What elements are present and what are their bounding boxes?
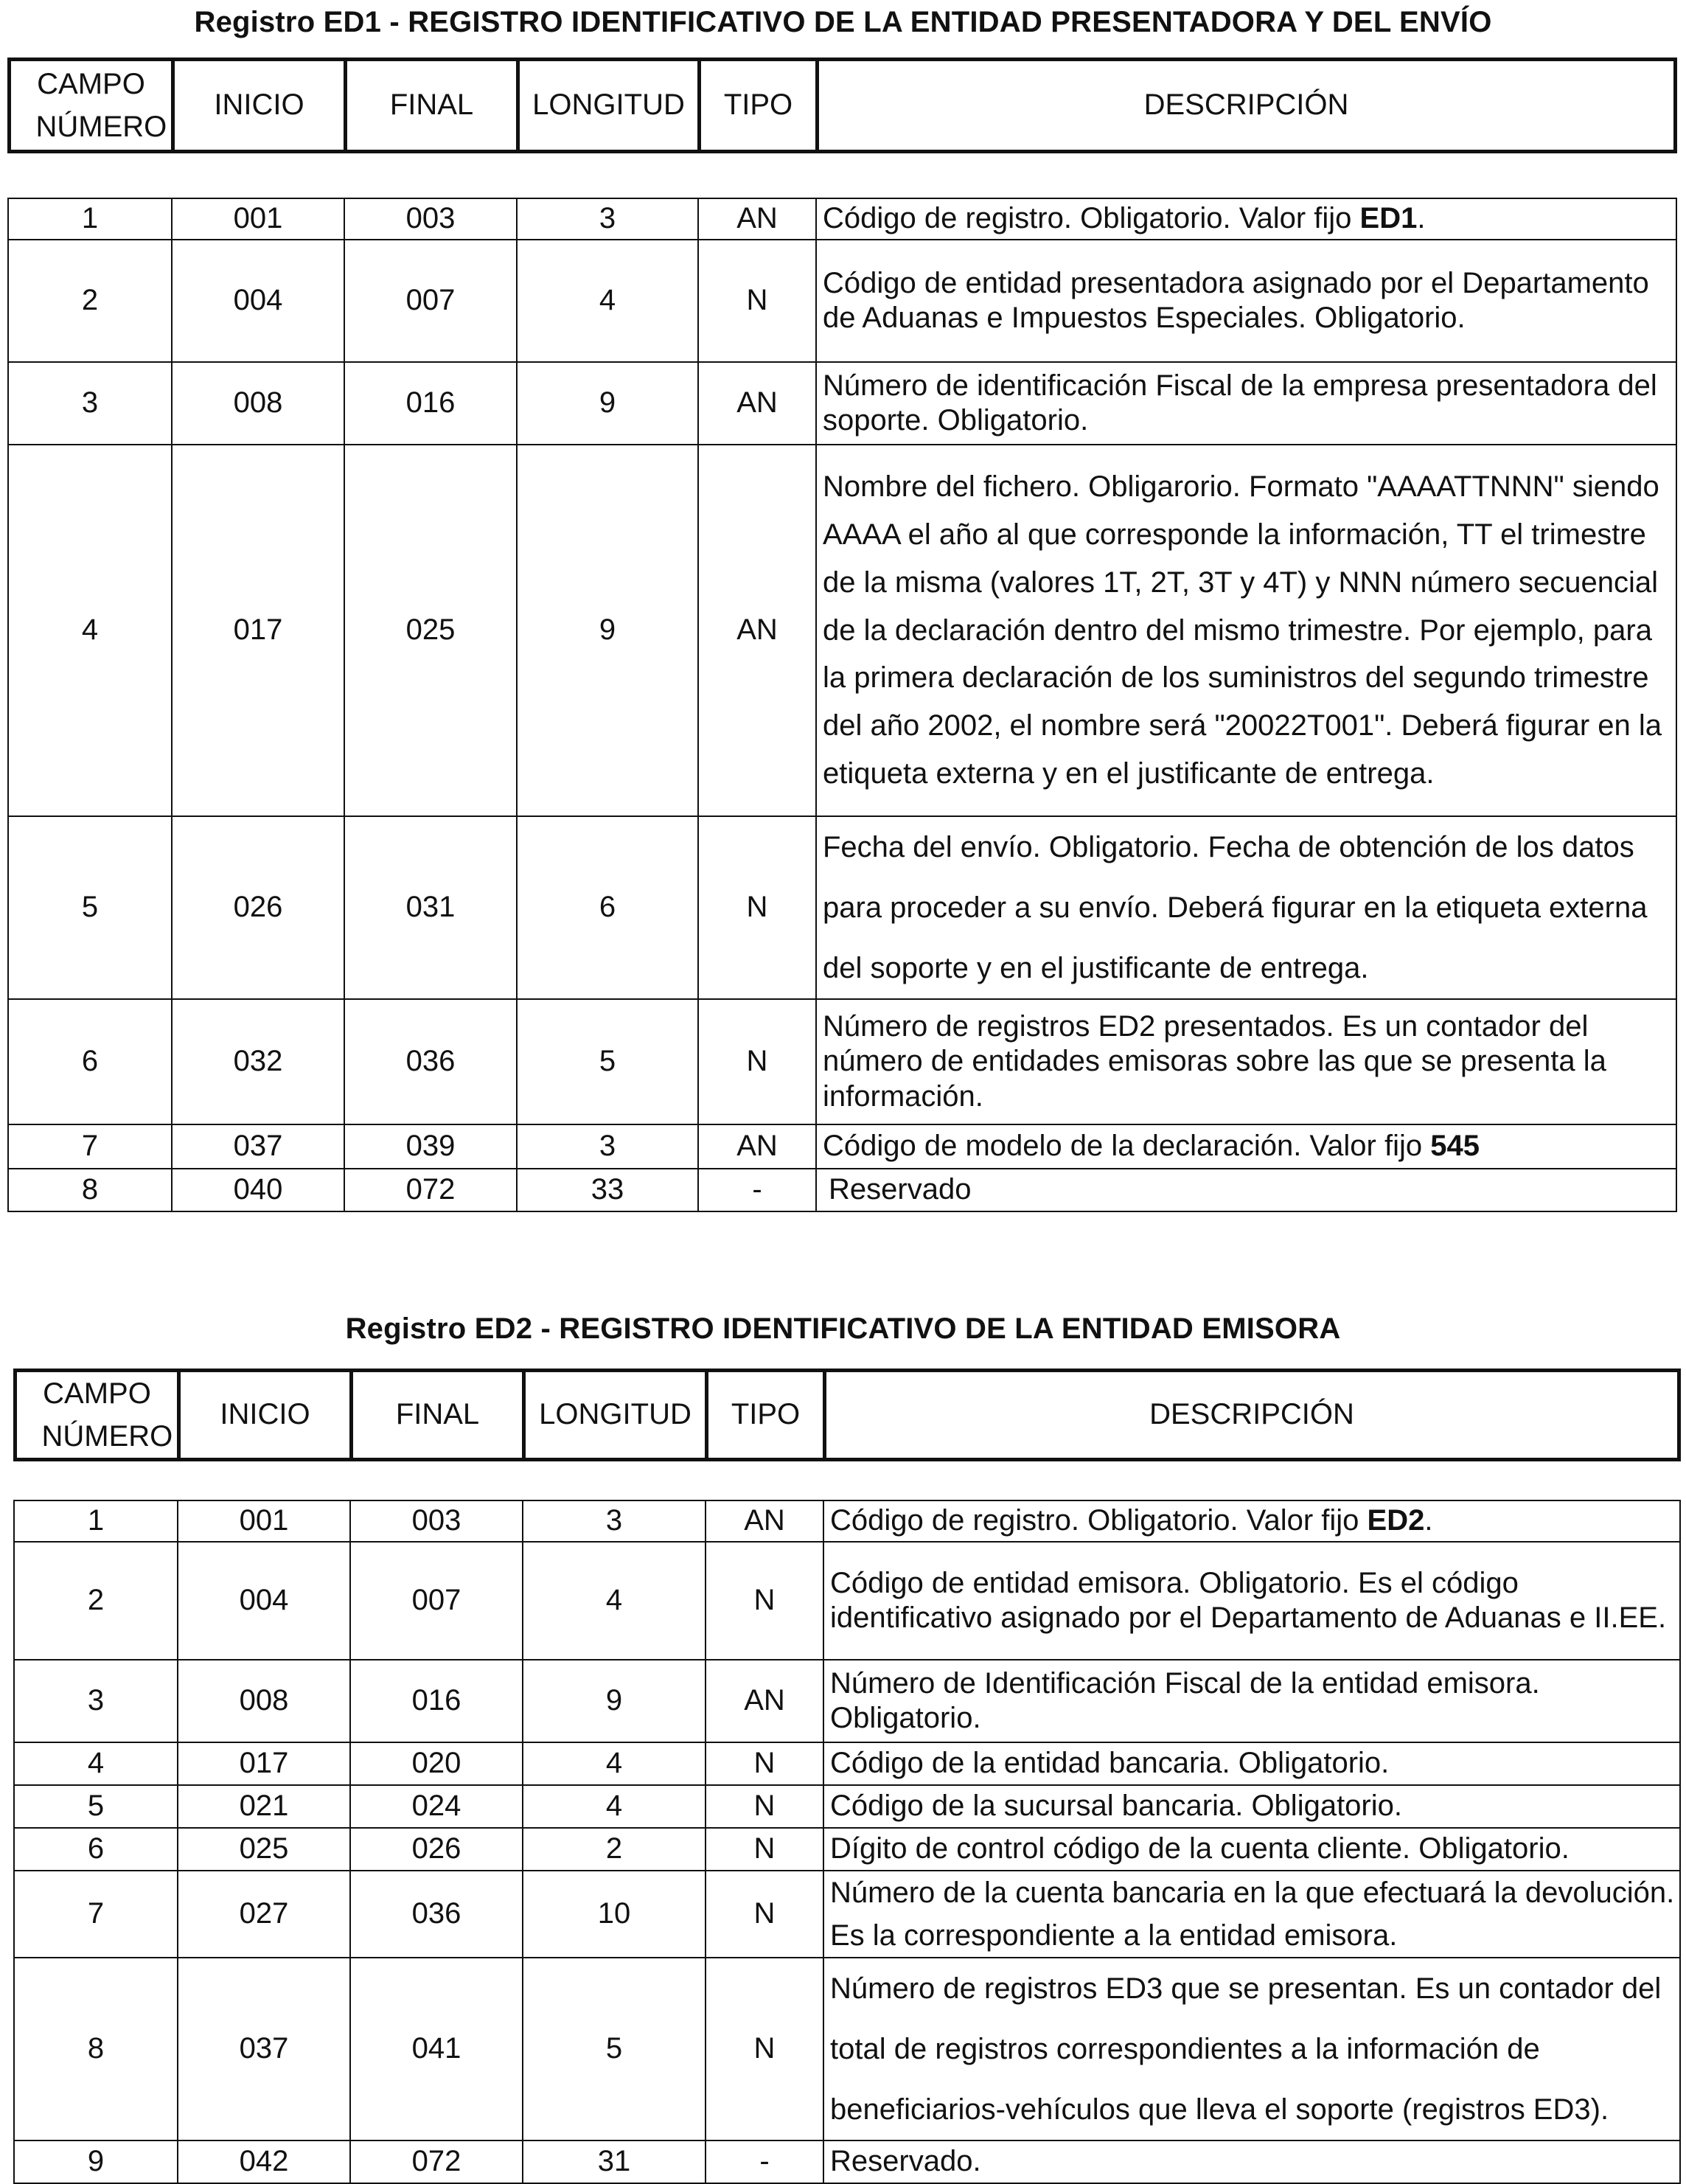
cell-tipo: N (698, 999, 816, 1124)
header-descripcion: DESCRIPCIÓN (818, 60, 1676, 152)
cell-descripcion: Número de registros ED2 presentados. Es un contador del número de entidades emisoras sobre las que se presenta la información. (816, 999, 1676, 1124)
cell-descripcion: Reservado (816, 1169, 1676, 1211)
cell-final: 007 (344, 240, 517, 362)
cell-campo: 4 (8, 445, 172, 816)
cell-inicio: 008 (172, 362, 344, 445)
cell-tipo: N (698, 816, 816, 999)
table-row (14, 1542, 1680, 1660)
cell-campo: 8 (8, 1169, 172, 1211)
cell-campo: 5 (14, 1785, 178, 1828)
cell-tipo: AN (698, 1124, 816, 1169)
cell-longitud: 4 (523, 1785, 706, 1828)
cell-inicio: 042 (178, 2140, 350, 2183)
cell-longitud: 31 (523, 2140, 706, 2183)
header-final: FINAL (346, 60, 518, 152)
fixed-value: 545 (1430, 1130, 1480, 1163)
cell-longitud: 3 (517, 1124, 698, 1169)
cell-final: 016 (344, 362, 517, 445)
cell-descripcion (816, 198, 1676, 240)
cell-longitud: 4 (523, 1742, 706, 1785)
cell-campo: 7 (14, 1871, 178, 1958)
cell-inicio: 026 (172, 816, 344, 999)
cell-final: 072 (344, 1169, 517, 1211)
section-title-ed2: Registro ED2 - REGISTRO IDENTIFICATIVO DE LA ENTIDAD EMISORA (345, 1312, 1341, 1345)
cell-inicio: 017 (178, 1742, 350, 1785)
data-table-ed2 (13, 1500, 1681, 2184)
cell-longitud: 3 (517, 198, 698, 240)
cell-tipo: - (706, 2140, 823, 2183)
header-table-ed1 (7, 58, 1677, 153)
cell-campo: 3 (14, 1660, 178, 1742)
cell-campo: 5 (8, 816, 172, 999)
cell-descripcion: Número de identificación Fiscal de la empresa presentadora del soporte. Obligatorio. (816, 362, 1676, 445)
cell-final: 020 (350, 1742, 523, 1785)
cell-longitud: 4 (523, 1542, 706, 1660)
cell-inicio: 004 (178, 1542, 350, 1660)
header-tipo: TIPO (700, 60, 818, 152)
cell-longitud: 2 (523, 1828, 706, 1871)
cell-campo: 3 (8, 362, 172, 445)
header-longitud: LONGITUD (518, 60, 700, 152)
table-row (8, 198, 1676, 240)
cell-descripcion: Número de registros ED3 que se presentan. Es un contador del total de registros correspondientes a la información de beneficiarios-vehículos que lleva el soporte (registros ED3). (823, 1958, 1680, 2140)
header-longitud: LONGITUD (524, 1371, 707, 1460)
cell-descripcion: Fecha del envío. Obligatorio. Fecha de obtención de los datos para proceder a su envío. Deberá figurar en la etiqueta externa del soporte y en el justificante de entrega. (816, 816, 1676, 999)
cell-tipo: AN (698, 198, 816, 240)
header-final: FINAL (352, 1371, 524, 1460)
cell-descripcion: Código de la sucursal bancaria. Obligatorio. (823, 1785, 1680, 1828)
cell-tipo: AN (698, 362, 816, 445)
header-inicio: INICIO (173, 60, 346, 152)
cell-longitud: 9 (517, 445, 698, 816)
cell-campo: 2 (8, 240, 172, 362)
table-row (8, 1124, 1676, 1169)
cell-descripcion: Reservado. (823, 2140, 1680, 2183)
cell-final: 003 (344, 198, 517, 240)
cell-final: 007 (350, 1542, 523, 1660)
cell-descripcion (816, 1124, 1676, 1169)
cell-final: 003 (350, 1500, 523, 1542)
table-row (8, 445, 1676, 816)
cell-tipo: N (706, 1871, 823, 1958)
cell-campo: 9 (14, 2140, 178, 2183)
description-text: Código de registro. Obligatorio. Valor fijo (823, 202, 1360, 235)
cell-tipo: N (706, 1958, 823, 2140)
cell-descripcion: Código de entidad emisora. Obligatorio. Es el código identificativo asignado por el Departamento de Aduanas e II.EE. (823, 1542, 1680, 1660)
cell-campo: 4 (14, 1742, 178, 1785)
data-table-ed1 (7, 198, 1677, 1212)
header-table-ed2 (13, 1369, 1681, 1461)
table-row (14, 1500, 1680, 1542)
section-title-ed1: Registro ED1 - REGISTRO IDENTIFICATIVO DE LA ENTIDAD PRESENTADORA Y DEL ENVÍO (194, 6, 1492, 38)
cell-longitud: 5 (517, 999, 698, 1124)
cell-campo: 8 (14, 1958, 178, 2140)
header-descripcion: DESCRIPCIÓN (825, 1371, 1679, 1460)
cell-campo: 6 (14, 1828, 178, 1871)
description-suffix: . (1417, 202, 1426, 235)
cell-descripcion: Nombre del fichero. Obligarorio. Formato "AAAATTNNN" siendo AAAA el año al que corresponde la información, TT el trimestre de la misma (valores 1T, 2T, 3T y 4T) y NNN número secuencial de la declaración dentro del mismo trimestre. Por ejemplo, para la primera declaración de los suministros del segundo trimestre del año 2002, el nombre será "20022T001". Deberá figurar en la etiqueta externa y en el justificante de entrega. (816, 445, 1676, 816)
cell-inicio: 017 (172, 445, 344, 816)
cell-final: 025 (344, 445, 517, 816)
cell-inicio: 032 (172, 999, 344, 1124)
cell-longitud: 9 (517, 362, 698, 445)
description-text: Código de registro. Obligatorio. Valor fijo (830, 1504, 1368, 1537)
cell-descripcion: Número de la cuenta bancaria en la que efectuará la devolución. Es la correspondiente a la entidad emisora. (823, 1871, 1680, 1958)
table-row (14, 1742, 1680, 1785)
cell-tipo: AN (706, 1500, 823, 1542)
cell-campo: 6 (8, 999, 172, 1124)
cell-final: 031 (344, 816, 517, 999)
cell-inicio: 021 (178, 1785, 350, 1828)
cell-tipo: N (706, 1542, 823, 1660)
cell-tipo: N (706, 1828, 823, 1871)
header-tipo: TIPO (707, 1371, 825, 1460)
table-row (8, 362, 1676, 445)
table-row (14, 1785, 1680, 1828)
cell-final: 036 (350, 1871, 523, 1958)
cell-longitud: 10 (523, 1871, 706, 1958)
fixed-value: ED1 (1359, 202, 1418, 235)
cell-final: 041 (350, 1958, 523, 2140)
cell-inicio: 037 (172, 1124, 344, 1169)
header-inicio: INICIO (179, 1371, 352, 1460)
table-row (8, 999, 1676, 1124)
cell-final: 039 (344, 1124, 517, 1169)
cell-campo: 7 (8, 1124, 172, 1169)
cell-campo: 2 (14, 1542, 178, 1660)
cell-tipo: - (698, 1169, 816, 1211)
table-row (8, 816, 1676, 999)
cell-tipo: N (706, 1742, 823, 1785)
header-campo-numero: CAMPO NÚMERO (15, 1371, 179, 1460)
description-suffix: . (1424, 1504, 1433, 1537)
cell-inicio: 004 (172, 240, 344, 362)
cell-descripcion: Dígito de control código de la cuenta cliente. Obligatorio. (823, 1828, 1680, 1871)
cell-inicio: 037 (178, 1958, 350, 2140)
cell-final: 024 (350, 1785, 523, 1828)
cell-descripcion: Código de entidad presentadora asignado por el Departamento de Aduanas e Impuestos Especiales. Obligatorio. (816, 240, 1676, 362)
table-row (14, 2140, 1680, 2183)
cell-inicio: 001 (172, 198, 344, 240)
cell-longitud: 3 (523, 1500, 706, 1542)
table-row (14, 1871, 1680, 1958)
cell-inicio: 027 (178, 1871, 350, 1958)
cell-campo: 1 (14, 1500, 178, 1542)
cell-inicio: 001 (178, 1500, 350, 1542)
cell-tipo: N (698, 240, 816, 362)
fixed-value: ED2 (1367, 1504, 1425, 1537)
table-row (14, 1660, 1680, 1742)
cell-longitud: 5 (523, 1958, 706, 2140)
cell-inicio: 025 (178, 1828, 350, 1871)
cell-longitud: 4 (517, 240, 698, 362)
table-row (14, 1828, 1680, 1871)
cell-tipo: AN (706, 1660, 823, 1742)
cell-descripcion (823, 1500, 1680, 1542)
table-row (14, 1958, 1680, 2140)
cell-longitud: 6 (517, 816, 698, 999)
cell-inicio: 040 (172, 1169, 344, 1211)
cell-final: 026 (350, 1828, 523, 1871)
cell-final: 016 (350, 1660, 523, 1742)
cell-tipo: N (706, 1785, 823, 1828)
cell-descripcion: Número de Identificación Fiscal de la entidad emisora. Obligatorio. (823, 1660, 1680, 1742)
header-campo-numero: CAMPO NÚMERO (10, 60, 173, 152)
table-row (8, 240, 1676, 362)
table-row (8, 1169, 1676, 1211)
cell-longitud: 33 (517, 1169, 698, 1211)
cell-final: 036 (344, 999, 517, 1124)
cell-longitud: 9 (523, 1660, 706, 1742)
cell-descripcion: Código de la entidad bancaria. Obligatorio. (823, 1742, 1680, 1785)
cell-final: 072 (350, 2140, 523, 2183)
description-text: Código de modelo de la declaración. Valor fijo (823, 1130, 1431, 1163)
cell-inicio: 008 (178, 1660, 350, 1742)
cell-tipo: AN (698, 445, 816, 816)
cell-campo: 1 (8, 198, 172, 240)
